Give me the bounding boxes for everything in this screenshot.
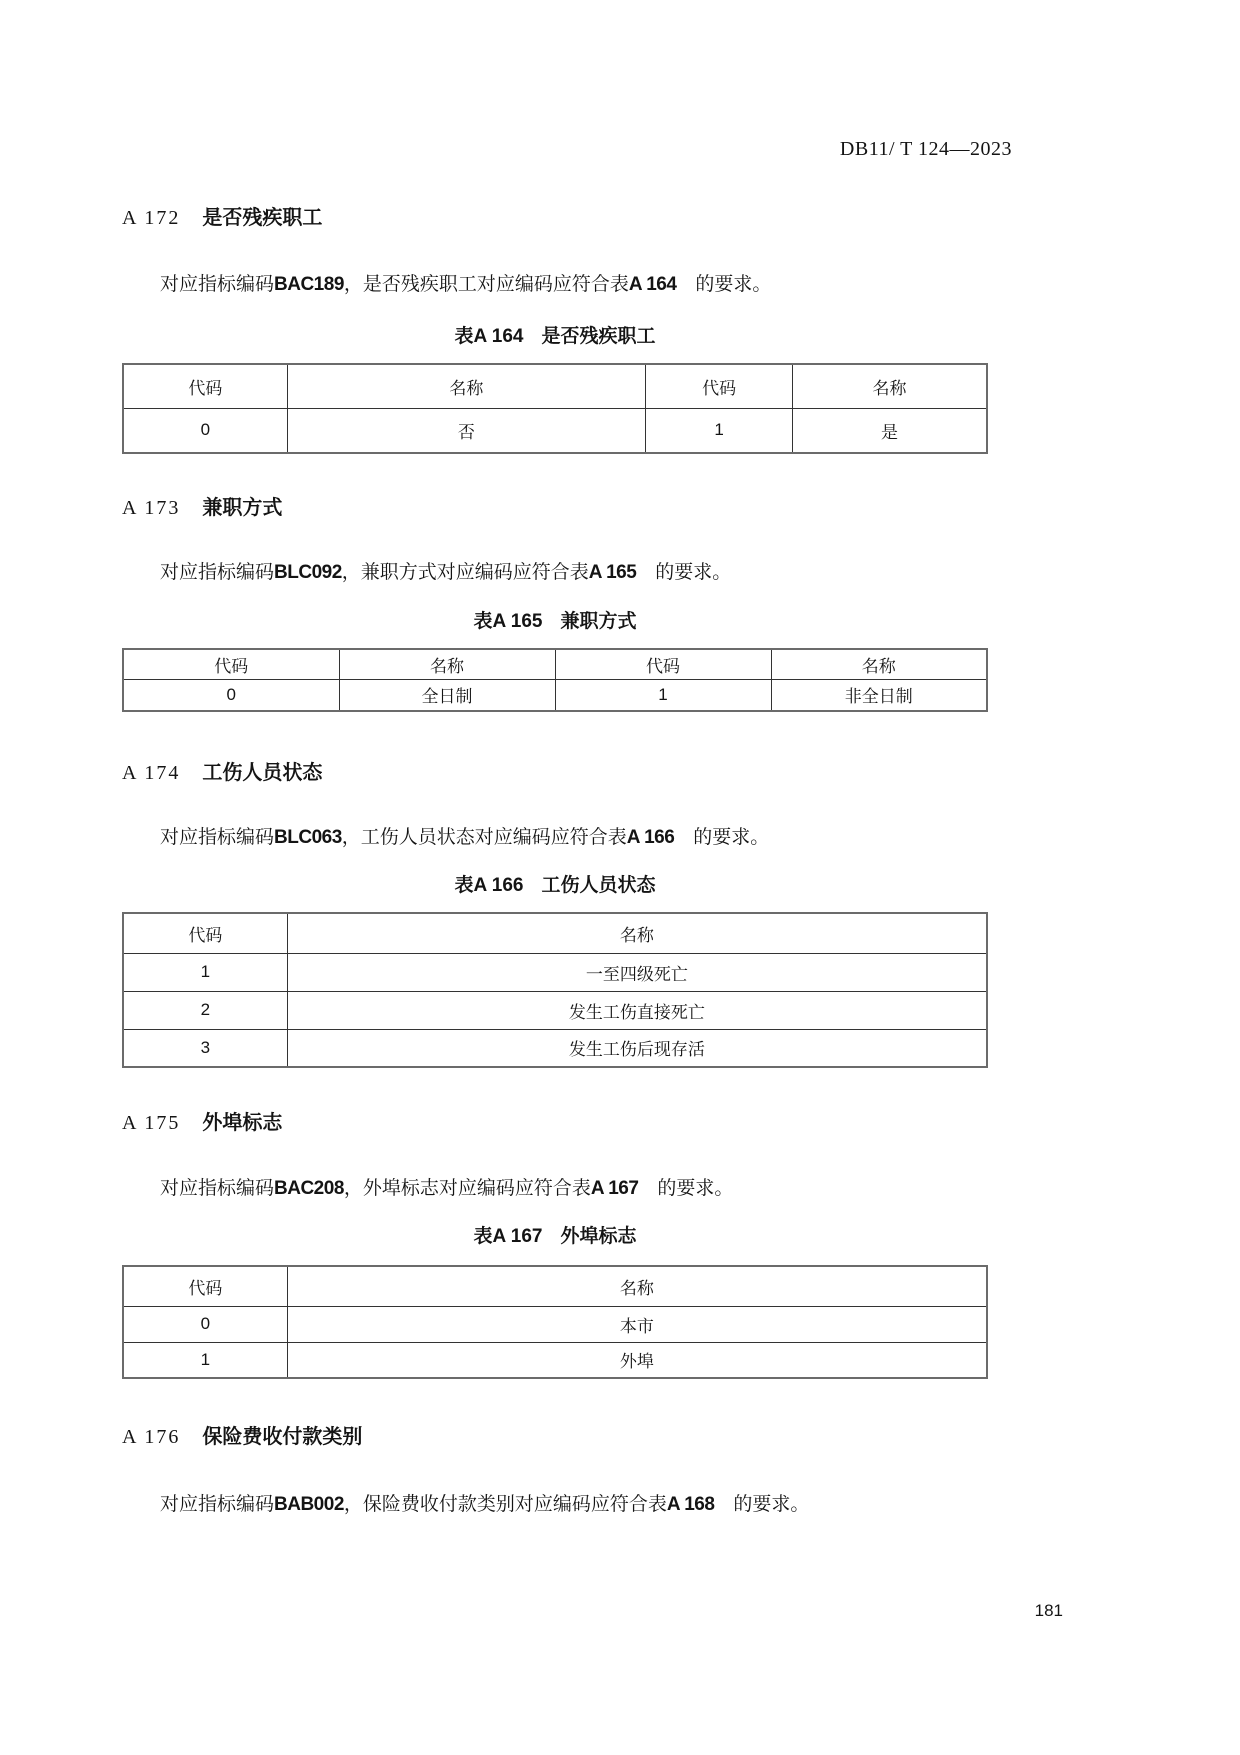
heading-title: 保险费收付款类别 [202, 1426, 363, 1448]
paragraph-text: 的要求。 [674, 827, 770, 848]
cell-code: 1 [123, 1342, 287, 1378]
table-a166 [122, 912, 988, 1068]
col-header: 代码 [123, 649, 339, 679]
table-row [123, 991, 987, 1029]
cell-name: 一至四级死亡 [287, 953, 987, 991]
table-header-row [123, 913, 987, 953]
cell-name: 全日制 [339, 679, 555, 711]
table-ref: A 168 [666, 1494, 715, 1515]
table-ref: A 164 [628, 274, 677, 295]
table-title-a165 [122, 606, 988, 633]
table-a165 [122, 648, 988, 712]
heading-title: 外埠标志 [202, 1112, 283, 1134]
heading-number: A 176 [122, 1426, 181, 1448]
table-header-row [123, 1266, 987, 1306]
cell-name: 发生工伤直接死亡 [287, 991, 987, 1029]
cell-code: 0 [123, 408, 287, 453]
table-row [123, 408, 987, 453]
heading-title: 是否残疾职工 [202, 207, 323, 229]
paragraph-text: 对应指标编码 [160, 1178, 275, 1199]
paragraph-text: 的要求。 [636, 562, 732, 583]
section-heading-a173 [122, 491, 282, 520]
cell-code: 0 [123, 1306, 287, 1342]
table-row [123, 679, 987, 711]
cell-name: 是 [793, 408, 987, 453]
section-heading-a174 [122, 756, 322, 785]
paragraph-a172 [122, 269, 1042, 296]
col-header: 名称 [287, 1266, 987, 1306]
page-number: 181 [1034, 1601, 1063, 1620]
col-header: 代码 [123, 1266, 287, 1306]
cell-name: 发生工伤后现存活 [287, 1029, 987, 1067]
paragraph-a176 [122, 1489, 1042, 1516]
table-row [123, 1306, 987, 1342]
cell-name: 否 [287, 408, 646, 453]
cell-code: 1 [123, 953, 287, 991]
table-title-a166 [122, 870, 988, 897]
table-label: 表A 165 [473, 611, 543, 632]
heading-number: A 174 [122, 762, 181, 784]
paragraph-text: ，是否残疾职工对应编码应符合表 [343, 274, 629, 295]
doc-number: DB11/ T 124—2023 [839, 138, 1012, 160]
table-a164 [122, 363, 988, 454]
cell-code: 0 [123, 679, 339, 711]
table-name: 是否残疾职工 [541, 326, 656, 347]
cell-code: 3 [123, 1029, 287, 1067]
section-heading-a175 [122, 1106, 282, 1135]
col-header: 代码 [123, 913, 287, 953]
table-a167 [122, 1265, 988, 1379]
paragraph-a174 [122, 822, 1042, 849]
paragraph-text: ，外埠标志对应编码应符合表 [343, 1178, 591, 1199]
table-name: 外埠标志 [560, 1226, 637, 1247]
cell-code: 1 [555, 679, 771, 711]
col-header: 名称 [287, 364, 646, 408]
paragraph-text: 的要求。 [714, 1494, 810, 1515]
paragraph-text: ，保险费收付款类别对应编码应符合表 [343, 1494, 667, 1515]
section-heading-a172 [122, 201, 322, 230]
cell-code: 1 [646, 408, 793, 453]
col-header: 代码 [646, 364, 793, 408]
table-ref: A 167 [590, 1178, 639, 1199]
table-row [123, 1029, 987, 1067]
indicator-code: BAC189 [274, 274, 344, 295]
cell-name: 本市 [287, 1306, 987, 1342]
indicator-code: BAC208 [274, 1178, 344, 1199]
paragraph-text: ，工伤人员状态对应编码应符合表 [341, 827, 627, 848]
paragraph-text: 的要求。 [638, 1178, 734, 1199]
table-ref: A 166 [626, 827, 675, 848]
paragraph-text: 对应指标编码 [160, 562, 275, 583]
cell-code: 2 [123, 991, 287, 1029]
col-header: 名称 [793, 364, 987, 408]
table-name: 兼职方式 [560, 611, 637, 632]
table-label: 表A 164 [454, 326, 524, 347]
cell-name: 非全日制 [771, 679, 987, 711]
paragraph-text: ，兼职方式对应编码应符合表 [341, 562, 589, 583]
col-header: 名称 [771, 649, 987, 679]
col-header: 代码 [123, 364, 287, 408]
table-label: 表A 167 [473, 1226, 543, 1247]
table-row [123, 1342, 987, 1378]
table-header-row [123, 364, 987, 408]
cell-name: 外埠 [287, 1342, 987, 1378]
heading-number: A 172 [122, 207, 181, 229]
col-header: 名称 [339, 649, 555, 679]
paragraph-text: 的要求。 [676, 274, 772, 295]
table-ref: A 165 [588, 562, 637, 583]
paragraph-text: 对应指标编码 [160, 827, 275, 848]
indicator-code: BLC092 [274, 562, 342, 583]
heading-number: A 175 [122, 1112, 181, 1134]
paragraph-a175 [122, 1173, 1042, 1200]
paragraph-a173 [122, 557, 1042, 584]
table-name: 工伤人员状态 [541, 875, 656, 896]
heading-title: 兼职方式 [202, 497, 283, 519]
indicator-code: BAB002 [274, 1494, 344, 1515]
table-header-row [123, 649, 987, 679]
table-label: 表A 166 [454, 875, 524, 896]
col-header: 代码 [555, 649, 771, 679]
section-heading-a176 [122, 1420, 362, 1449]
table-title-a167 [122, 1221, 988, 1248]
table-row [123, 953, 987, 991]
indicator-code: BLC063 [274, 827, 342, 848]
heading-title: 工伤人员状态 [202, 762, 323, 784]
heading-number: A 173 [122, 497, 181, 519]
paragraph-text: 对应指标编码 [160, 274, 275, 295]
table-title-a164 [122, 321, 988, 348]
col-header: 名称 [287, 913, 987, 953]
paragraph-text: 对应指标编码 [160, 1494, 275, 1515]
